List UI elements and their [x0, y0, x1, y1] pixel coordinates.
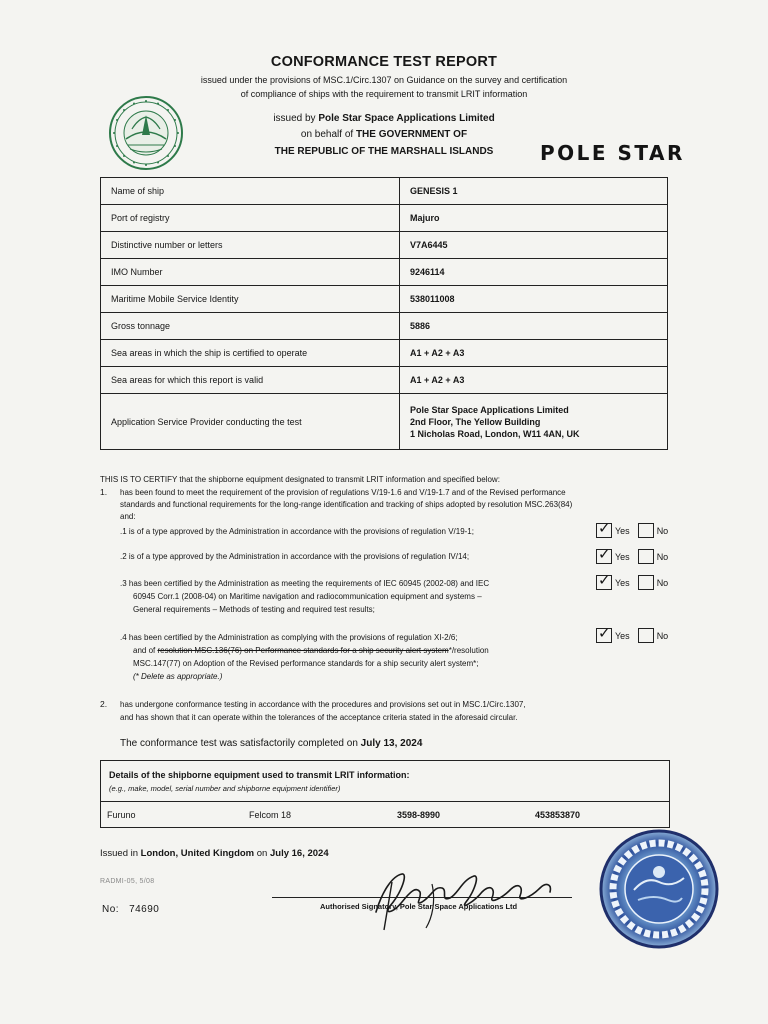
paragraph-1-line-1: has been found to meet the requirement of the provision of regulations V/19-1.6 and V/19-1.7 and of the Revised performance: [120, 488, 566, 497]
check-mark-icon: ✓: [598, 624, 611, 642]
equipment-make: Furuno: [107, 810, 136, 820]
table-row: [101, 340, 668, 367]
handwritten-signature: [362, 862, 562, 932]
paragraph-1-line-3: and:: [120, 512, 136, 521]
marshall-islands-seal-icon: [108, 95, 184, 171]
item-4-checkboxes: [596, 624, 669, 643]
table-row: [101, 205, 668, 232]
struck-through-text: resolution MSC.136(76) on Performance standards for a ship security alert system: [157, 646, 449, 655]
no-label: No: [656, 577, 669, 588]
issued-on: on: [254, 848, 270, 859]
asp-line-2: 2nd Floor, The Yellow Building: [410, 416, 541, 427]
row-label: Gross tonnage: [101, 313, 400, 340]
asp-line-3: 1 Nicholas Road, London, W11 4AN, UK: [410, 428, 580, 439]
yes-label: Yes: [615, 577, 630, 588]
item-1-yes-checkbox[interactable]: [596, 519, 612, 538]
certify-intro: THIS IS TO CERTIFY that the shipborne equipment designated to transmit LRIT information and specified below:: [100, 475, 500, 484]
no-label: No: [656, 551, 669, 562]
issued-by-company: Pole Star Space Applications Limited: [318, 113, 495, 124]
equipment-serial: 3598-8990: [397, 810, 441, 820]
row-value: 5886: [400, 313, 668, 340]
row-value: V7A6445: [400, 232, 668, 259]
issued-date: July 16, 2024: [269, 848, 329, 859]
item-3-line-1: .3 has been certified by the Administration as meeting the requirements of IEC 60945 (2002-08) and IEC: [120, 579, 490, 588]
item-4-yes-checkbox[interactable]: [596, 624, 612, 643]
row-label: Distinctive number or letters: [101, 232, 400, 259]
item-4-line-2: [133, 645, 489, 657]
row-value: GENESIS 1: [400, 178, 668, 205]
equipment-subheading: (e.g., make, model, serial number and shipborne equipment identifier): [109, 784, 341, 793]
on-behalf-government: THE GOVERNMENT OF: [355, 129, 468, 140]
no-label: No: [656, 630, 669, 641]
equipment-heading: Details of the shipborne equipment used to transmit LRIT information:: [109, 770, 410, 780]
delete-note: (* Delete as appropriate.): [133, 672, 223, 681]
row-value: Majuro: [400, 205, 668, 232]
no-label: No: [656, 525, 669, 536]
completion-prefix: The conformance test was satisfactorily completed on: [120, 738, 361, 749]
item-3-no-checkbox[interactable]: [638, 575, 654, 590]
item-1-checkboxes: [596, 519, 669, 538]
authorised-signatory-caption: Authorised Signatory, Pole Star Space Applications Ltd: [320, 902, 518, 911]
item-4-line-1: .4 has been certified by the Administration as complying with the provisions of regulation XI-2/6;: [120, 633, 458, 642]
issued-place: London, United Kingdom: [140, 848, 255, 859]
item-4-line-3: MSC.147(77) on Adoption of the Revised performance standards for a ship security alert system*;: [133, 659, 479, 668]
yes-label: Yes: [615, 630, 630, 641]
paragraph-2-number: 2.: [100, 699, 108, 709]
equipment-identifier: 453853870: [535, 810, 581, 820]
number-label: No:: [102, 904, 120, 915]
issued-by-prefix: issued by: [273, 113, 319, 124]
table-row: [101, 178, 668, 205]
equipment-model: Felcom 18: [249, 810, 292, 820]
certificate-number: [102, 904, 159, 915]
table-row: [101, 259, 668, 286]
check-mark-icon: ✓: [598, 571, 611, 589]
item-3-yes-checkbox[interactable]: [596, 571, 612, 590]
item-1-text: .1 is of a type approved by the Administration in accordance with the provisions of regulation V/19-1;: [120, 527, 474, 536]
row-label: Sea areas for which this report is valid: [101, 367, 400, 394]
item-3-line-3: General requirements – Methods of testing and required test results;: [133, 605, 375, 614]
row-label: Port of registry: [101, 205, 400, 232]
row-label: Application Service Provider conducting the test: [101, 394, 400, 450]
item-4-no-checkbox[interactable]: [638, 628, 654, 643]
row-value: 538011008: [400, 286, 668, 313]
check-mark-icon: ✓: [598, 545, 611, 563]
paragraph-2-line-2: and has shown that it can operate within the tolerances of the acceptance criteria stated in the aforesaid circular.: [120, 713, 518, 722]
check-mark-icon: ✓: [598, 519, 611, 537]
item-3-line-2: 60945 Corr.1 (2008-04) on Maritime navigation and radiocommunication equipment and systems –: [133, 592, 482, 601]
row-value: [400, 394, 668, 450]
asp-line-1: Pole Star Space Applications Limited: [410, 404, 569, 415]
security-hologram-icon: [598, 828, 720, 950]
row-value: A1 + A2 + A3: [400, 367, 668, 394]
on-behalf-prefix: on behalf of: [300, 129, 356, 140]
form-reference: RADMI-05, 5/08: [100, 878, 155, 885]
yes-label: Yes: [615, 525, 630, 536]
subtitle-line-2: of compliance of ships with the requirement to transmit LRIT information: [240, 89, 528, 99]
row-value: A1 + A2 + A3: [400, 340, 668, 367]
row-label: Name of ship: [101, 178, 400, 205]
paragraph-1-line-2: standards and functional requirements for the long-range identification and tracking of ships adopted by resolution MSC.263(84): [120, 500, 573, 509]
table-row: [101, 286, 668, 313]
yes-label: Yes: [615, 551, 630, 562]
equipment-box: [100, 760, 670, 828]
ship-details-table: [100, 177, 668, 450]
number-value: 74690: [129, 904, 160, 915]
table-row: [101, 367, 668, 394]
completion-statement: [120, 738, 422, 749]
row-label: IMO Number: [101, 259, 400, 286]
item-2-yes-checkbox[interactable]: [596, 545, 612, 564]
equipment-header: [101, 761, 669, 802]
pole-star-logo: POLE STAR: [540, 141, 685, 165]
issued-prefix: Issued in: [100, 848, 141, 859]
table-row: [101, 394, 668, 450]
item-2-checkboxes: [596, 545, 669, 564]
completion-date: July 13, 2024: [360, 738, 423, 749]
report-title: CONFORMANCE TEST REPORT: [270, 54, 498, 70]
table-row: [101, 232, 668, 259]
paragraph-2-line-1: has undergone conformance testing in accordance with the procedures and provisions set out in MSC.1/Circ.1307,: [120, 700, 526, 709]
item-3-checkboxes: [596, 571, 669, 590]
item-2-no-checkbox[interactable]: [638, 549, 654, 564]
subtitle-line-1: issued under the provisions of MSC.1/Circ.1307 on Guidance on the survey and certification: [200, 75, 568, 85]
item-2-text: .2 is of a type approved by the Administration in accordance with the provisions of regulation IV/14;: [120, 552, 470, 561]
issued-statement: [100, 848, 329, 859]
row-label: Sea areas in which the ship is certified to operate: [101, 340, 400, 367]
item-1-no-checkbox[interactable]: [638, 523, 654, 538]
item-4-line-2-suffix: */resolution: [448, 646, 489, 655]
row-label: Maritime Mobile Service Identity: [101, 286, 400, 313]
row-value: 9246114: [400, 259, 668, 286]
table-row: [101, 313, 668, 340]
item-4-line-2-prefix: and of: [133, 646, 158, 655]
paragraph-1-number: 1.: [100, 487, 108, 497]
republic-name: THE REPUBLIC OF THE MARSHALL ISLANDS: [274, 146, 494, 157]
